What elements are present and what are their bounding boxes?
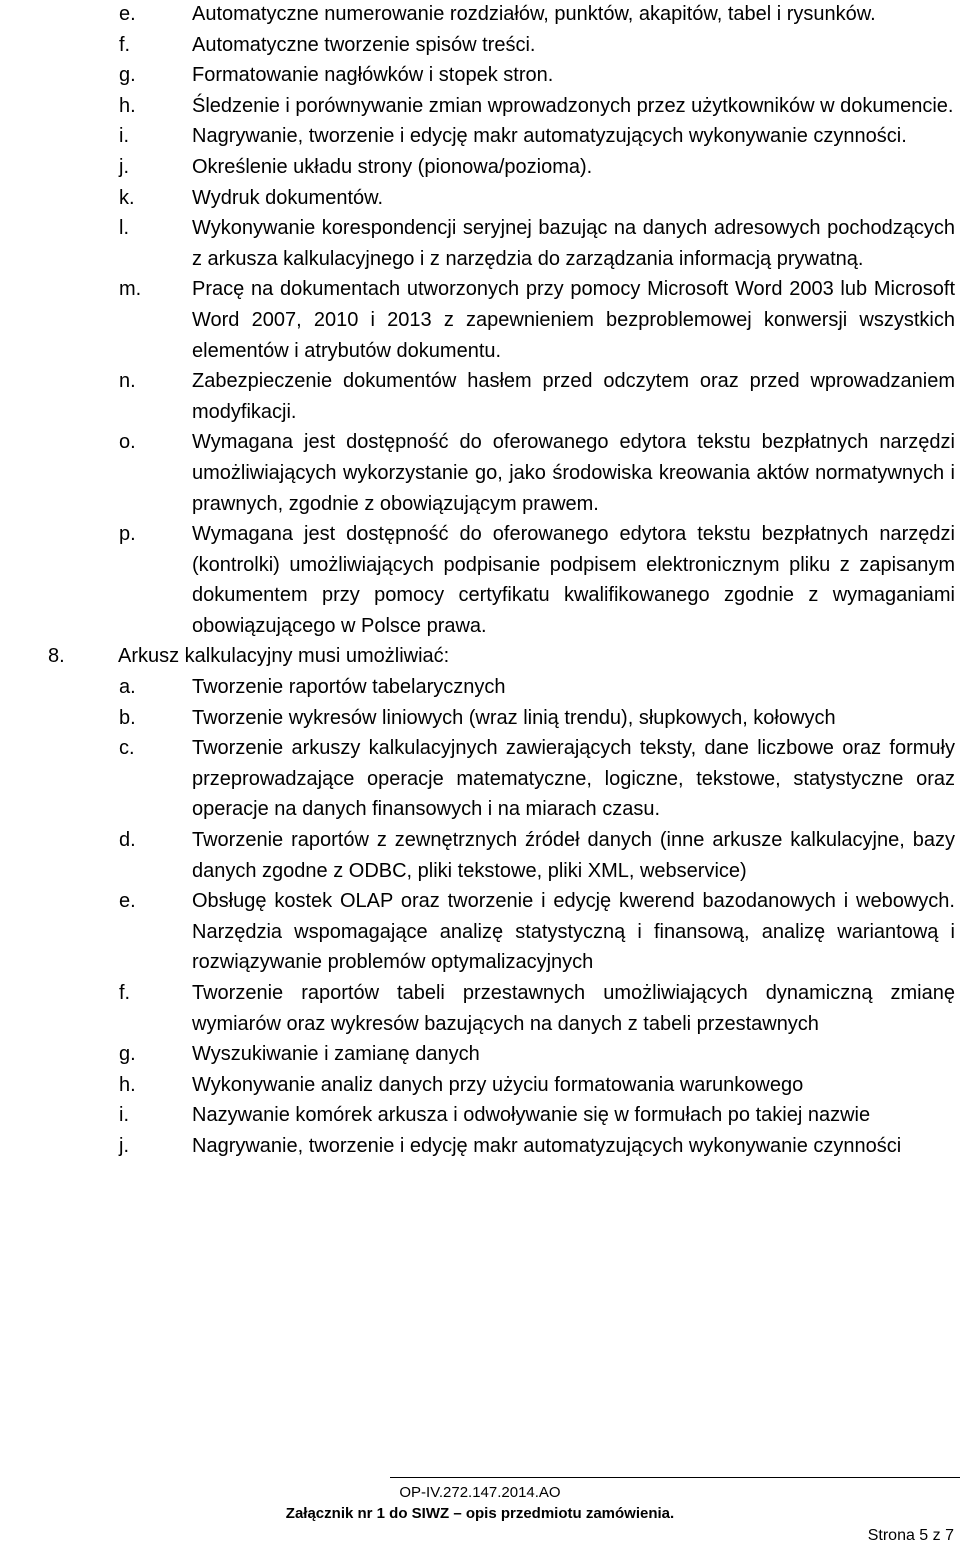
list-item xyxy=(0,60,960,91)
list-marker: e. xyxy=(119,3,136,25)
list-item xyxy=(0,978,960,1039)
list-item xyxy=(0,213,960,274)
footer-reference-code: OP-IV.272.147.2014.AO xyxy=(399,1484,561,1501)
list-marker: c. xyxy=(119,737,135,760)
list-item xyxy=(0,274,960,366)
list-item xyxy=(0,152,960,183)
list-item-text: Obsługę kostek OLAP oraz tworzenie i edycję kwerend bazodanowych i webowych. Narzędzia wspomagające analizę statystyczną i finansową, analizę wariantową i rozwiązywanie problemów optymalizacyjnych xyxy=(192,890,955,974)
list-marker: p. xyxy=(119,523,136,546)
list-item xyxy=(0,1131,960,1162)
list-item-text: Wyszukiwanie i zamianę danych xyxy=(192,1043,480,1066)
list-item xyxy=(0,1039,960,1070)
list-item-text: Wykonywanie analiz danych przy użyciu formatowania warunkowego xyxy=(192,1073,804,1096)
list-marker: d. xyxy=(119,829,136,852)
footer-attachment-title xyxy=(0,1505,960,1522)
list-marker: 8. xyxy=(48,645,65,668)
list-item xyxy=(0,886,960,978)
list-item-text: Nagrywanie, tworzenie i edycję makr automatyzujących wykonywanie czynności. xyxy=(192,125,907,148)
list-item xyxy=(0,30,960,61)
list-item-text: Wydruk dokumentów. xyxy=(192,186,384,209)
list-item xyxy=(0,427,960,519)
list-marker: i. xyxy=(119,125,129,148)
list-item-text: Tworzenie wykresów liniowych (wraz linią trendu), słupkowych, kołowych xyxy=(192,706,836,729)
list-item-text: Nagrywanie, tworzenie i edycję makr automatyzujących wykonywanie czynności xyxy=(192,1134,902,1157)
list-item-text: Wymagana jest dostępność do oferowanego edytora tekstu bezpłatnych narzędzi (kontrolki) umożliwiających podpisanie podpisem elektronicznym pliku z zapisanym dokumentem przy pomocy certyfikatu kwalifikowanego zgodnie z wymaganiami obowiązującego w Polsce prawa. xyxy=(192,523,955,637)
list-item xyxy=(0,121,960,152)
list-item-text: Zabezpieczenie dokumentów hasłem przed odczytem oraz przed wprowadzaniem modyfikacji. xyxy=(192,370,955,423)
list-marker: a. xyxy=(119,676,136,699)
list-marker: b. xyxy=(119,706,136,729)
list-item-text: Nazywanie komórek arkusza i odwoływanie się w formułach po takiej nazwie xyxy=(192,1104,871,1127)
list-item xyxy=(0,733,960,825)
list-item xyxy=(0,641,960,672)
list-item xyxy=(0,519,960,641)
list-item-text: Automatyczne tworzenie spisów treści. xyxy=(192,33,536,56)
list-item-text: Tworzenie arkuszy kalkulacyjnych zawierających teksty, dane liczbowe oraz formuły przeprowadzające operacje matematyczne, logiczne, tekstowe, statystyczne oraz operacje na danych finansowych i na miarach czasu. xyxy=(192,737,955,821)
list-item-text: Tworzenie raportów tabeli przestawnych umożliwiających dynamiczną zmianę wymiarów oraz wykresów bazujących na danych z tabeli przestawnych xyxy=(192,982,955,1035)
list-item-text: Formatowanie nagłówków i stopek stron. xyxy=(192,64,554,87)
list-marker: g. xyxy=(119,1043,136,1066)
footer-attachment-title-text: Załącznik nr 1 do SIWZ – opis przedmiotu zamówienia. xyxy=(285,1505,675,1522)
list-marker: m. xyxy=(119,278,142,301)
list-marker: f. xyxy=(119,982,131,1004)
list-item xyxy=(0,1070,960,1101)
list-item xyxy=(0,1100,960,1131)
page-number: Strona 5 z 7 xyxy=(867,1527,954,1544)
list-marker: o. xyxy=(119,431,136,454)
list-marker: n. xyxy=(119,370,136,393)
list-item xyxy=(0,366,960,427)
list-item-text: Automatyczne numerowanie rozdziałów, punktów, akapitów, tabel i rysunków. xyxy=(192,3,876,25)
list-item xyxy=(0,0,960,30)
list-item-text: Wymagana jest dostępność do oferowanego edytora tekstu bezpłatnych narzędzi umożliwiających wykorzystanie go, jako środowiska kreowania aktów normatywnych i prawnych, zgodnie z obowiązującym prawem. xyxy=(192,431,955,515)
list-marker: k. xyxy=(119,186,135,209)
list-item-text: Określenie układu strony (pionowa/pozioma). xyxy=(192,155,593,178)
list-marker: h. xyxy=(119,94,136,117)
list-marker: i. xyxy=(119,1104,129,1127)
list-item xyxy=(0,825,960,886)
list-item-text: Wykonywanie korespondencji seryjnej bazując na danych adresowych pochodzących z arkusza kalkulacyjnego i z narzędzia do zarządzania informacją prywatną. xyxy=(192,217,955,270)
list-item-text: Śledzenie i porównywanie zmian wprowadzonych przez użytkowników w dokumencie. xyxy=(192,94,954,117)
list-item xyxy=(0,672,960,703)
list-item-text: Tworzenie raportów z zewnętrznych źródeł danych (inne arkusze kalkulacyjne, bazy danych zgodne z ODBC, pliki tekstowe, pliki XML, webservice) xyxy=(192,829,955,882)
list-item-text: Arkusz kalkulacyjny musi umożliwiać: xyxy=(118,645,450,668)
list-marker: l. xyxy=(119,217,129,240)
list-item-text: Pracę na dokumentach utworzonych przy pomocy Microsoft Word 2003 lub Microsoft Word 2007, 2010 i 2013 z zapewnieniem bezproblemowej konwersji wszystkich elementów i atrybutów dokumentu. xyxy=(192,278,955,362)
list-marker: h. xyxy=(119,1073,136,1096)
list-item-text: Tworzenie raportów tabelarycznych xyxy=(192,676,506,699)
list-marker: j. xyxy=(119,155,129,178)
footer-divider xyxy=(390,1477,960,1478)
list-marker: e. xyxy=(119,890,136,913)
list-item xyxy=(0,91,960,122)
list-marker: f. xyxy=(119,33,131,56)
list-item xyxy=(0,703,960,734)
list-marker: j. xyxy=(119,1134,129,1157)
list-item xyxy=(0,183,960,214)
list-marker: g. xyxy=(119,64,136,87)
